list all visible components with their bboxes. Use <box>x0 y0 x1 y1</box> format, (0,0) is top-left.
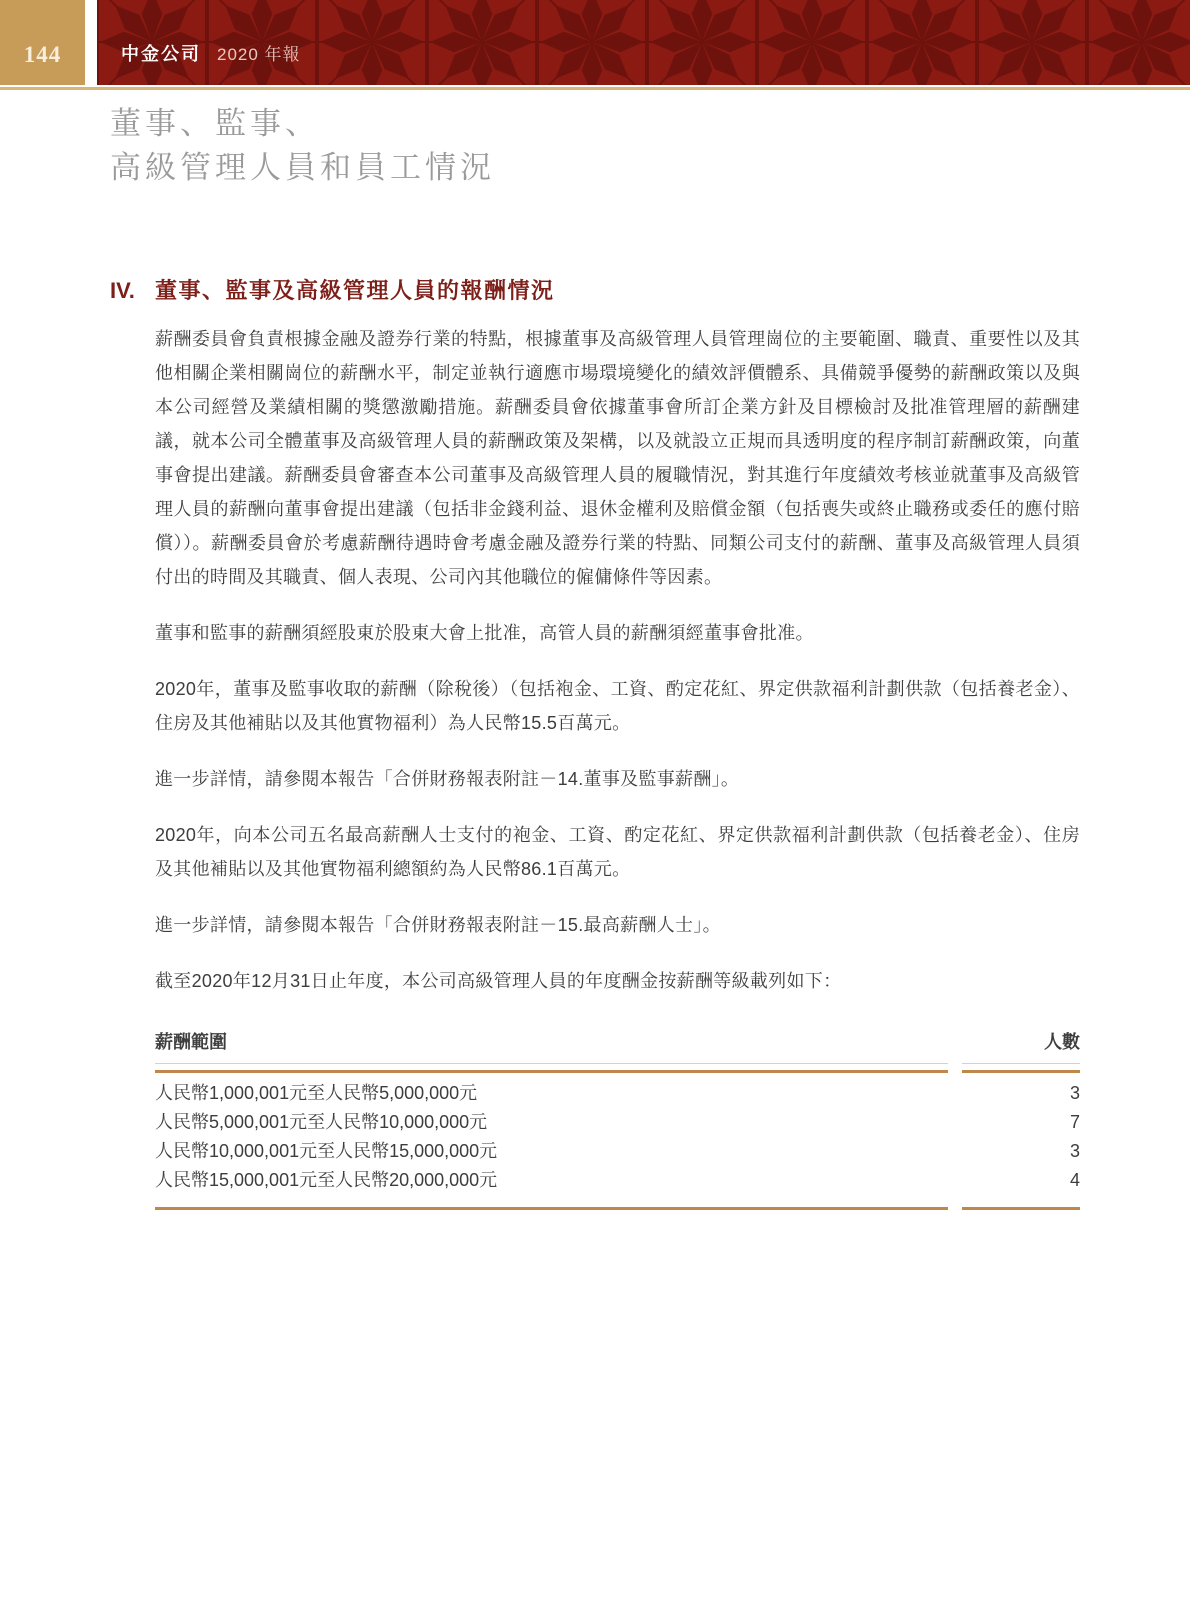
cell-salary-range: 人民幣10,000,001元至人民幣15,000,000元 <box>155 1141 498 1161</box>
table-row <box>155 1137 1080 1166</box>
paragraph: 薪酬委員會負責根據金融及證券行業的特點，根據董事及高級管理人員管理崗位的主要範圍、職責、重要性以及其他相關企業相關崗位的薪酬水平，制定並執行適應市場環境變化的績效評價體系、具備競爭優勢的薪酬政策以及與本公司經營及業績相關的獎懲激勵措施。薪酬委員會依據董事會所訂企業方針及目標檢討及批准管理層的薪酬建議，就本公司全體董事及高級管理人員的薪酬政策及架構，以及就設立正規而具透明度的程序制訂薪酬政策，向董事會提出建議。薪酬委員會審查本公司董事及高級管理人員的履職情況，對其進行年度績效考核並就董事及高級管理人員的薪酬向董事會提出建議（包括非金錢利益、退休金權利及賠償金額（包括喪失或終止職務或委任的應付賠償））。薪酬委員會於考慮薪酬待遇時會考慮金融及證券行業的特點、同類公司支付的薪酬、董事及高級管理人員須付出的時間及其職責、個人表現、公司內其他職位的僱傭條件等因素。 <box>155 329 1080 587</box>
table-header-row <box>155 1028 1080 1063</box>
table-row <box>155 1108 1080 1137</box>
page-number: 144 <box>23 41 62 67</box>
cell-headcount: 3 <box>1069 1083 1080 1103</box>
table-bottom-rule <box>155 1207 1080 1210</box>
cell-salary-range: 人民幣1,000,001元至人民幣5,000,000元 <box>155 1083 478 1103</box>
paragraph: 董事和監事的薪酬須經股東於股東大會上批准，高管人員的薪酬須經董事會批准。 <box>155 623 814 643</box>
cell-salary-range: 人民幣15,000,001元至人民幣20,000,000元 <box>155 1170 498 1190</box>
table-hairline-rule <box>155 1063 1080 1064</box>
salary-range-table <box>155 1028 1080 1210</box>
table-header-count: 人數 <box>1044 1032 1080 1052</box>
table-body <box>155 1073 1080 1203</box>
paragraph: 截至2020年12月31日止年度，本公司高級管理人員的年度酬金按薪酬等級載列如下： <box>155 971 842 991</box>
table-header-range: 薪酬範圍 <box>155 1032 227 1052</box>
table-top-rule <box>155 1070 1080 1073</box>
header-brand-group <box>121 0 301 85</box>
paragraph: 進一步詳情，請參閱本報告「合併財務報表附註－14.董事及監事薪酬」。 <box>155 769 740 789</box>
page-title-line-2: 高級管理人員和員工情況 <box>110 150 495 185</box>
table-row <box>155 1166 1080 1195</box>
section-content <box>110 276 1082 1210</box>
table-row <box>155 1079 1080 1108</box>
cell-headcount: 4 <box>1069 1170 1080 1190</box>
paragraph: 2020年，董事及監事收取的薪酬（除稅後）（包括袍金、工資、酌定花紅、界定供款福利計劃供款（包括養老金）、住房及其他補貼以及其他實物福利）為人民幣15.5百萬元。 <box>155 679 1080 733</box>
section-index: IV. <box>110 278 135 303</box>
section-heading: 董事、監事及高級管理人員的報酬情況 <box>155 278 555 303</box>
paragraph: 2020年，向本公司五名最高薪酬人士支付的袍金、工資、酌定花紅、界定供款福利計劃供款（包括養老金）、住房及其他補貼以及其他實物福利總額約為人民幣86.1百萬元。 <box>155 825 1080 879</box>
page-title <box>110 102 495 190</box>
section-body <box>155 322 1080 1210</box>
report-edition: 2020 年報 <box>217 45 301 64</box>
header-band <box>97 0 1190 85</box>
page-title-line-1: 董事、監事、 <box>110 106 320 141</box>
cell-salary-range: 人民幣5,000,001元至人民幣10,000,000元 <box>155 1112 488 1132</box>
cell-headcount: 7 <box>1069 1112 1080 1132</box>
page-number-block <box>0 0 85 85</box>
brand-name: 中金公司 <box>121 43 201 64</box>
paragraph: 進一步詳情，請參閱本報告「合併財務報表附註－15.最高薪酬人士」。 <box>155 915 721 935</box>
header-divider <box>0 87 1190 90</box>
section-heading-row <box>110 276 1082 306</box>
cell-headcount: 3 <box>1069 1141 1080 1161</box>
